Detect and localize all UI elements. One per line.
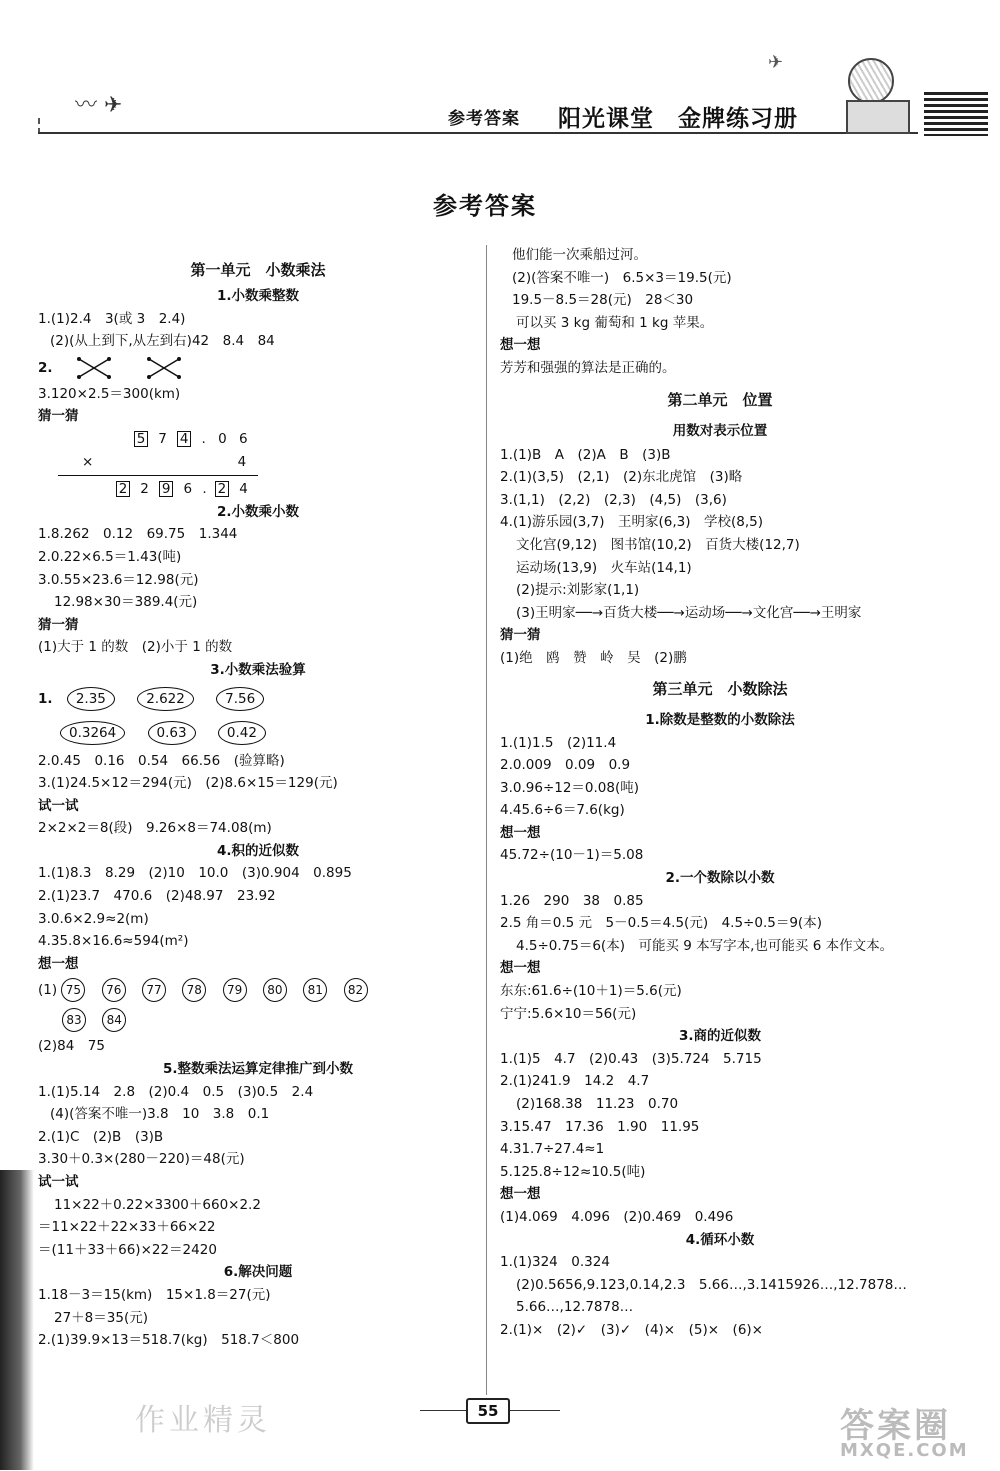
building-icon: [846, 100, 910, 134]
answer-line: 1.18－3＝15(km) 15×1.8＝27(元): [38, 1286, 271, 1303]
answer-line: 2.(1)23.7 470.6 (2)48.97 23.92: [38, 888, 276, 905]
answer-line: 3.15.47 17.36 1.90 11.95: [500, 1118, 700, 1135]
answer-line: 1.(1)5 4.7 (2)0.43 (3)5.724 5.715: [500, 1050, 762, 1067]
digit: 0: [218, 430, 227, 447]
answer-line: 3.0.6×2.9≈2(m): [38, 910, 149, 927]
answer-line: 1.(1)5.14 2.8 (2)0.4 0.5 (3)0.5 2.4: [38, 1083, 314, 1100]
puzzle-row: [38, 451, 478, 474]
page-number: 55: [466, 1398, 510, 1424]
answer-line: 19.5－8.5＝28(元) 28＜30: [512, 292, 694, 309]
answer-line: (2)0.5656,9.123,0.14,2.3 5.66…,3.1415926…,12.7878…: [516, 1276, 907, 1293]
bird-icon: ✈: [768, 52, 784, 73]
header-brand: 阳光课堂 金牌练习册: [558, 106, 798, 132]
answer-line: 4.5÷0.75＝6(本) 可能买 9 本写字本,也可能买 6 本作文本。: [516, 937, 894, 954]
watermark: MXQE.COM: [840, 1440, 969, 1461]
answer-line: (2)168.38 11.23 0.70: [516, 1096, 679, 1112]
answer-line: 2.(1)241.9 14.2 4.7: [500, 1073, 650, 1090]
circled-answer: 0.42: [218, 721, 266, 745]
answer-line: 2.(1)× (2)✓ (3)✓ (4)× (5)× (6)×: [500, 1321, 763, 1338]
section-heading: 3.小数乘法验算: [210, 661, 306, 678]
unit-heading: 第二单元 位置: [667, 390, 773, 409]
unit-heading: 第三单元 小数除法: [652, 679, 788, 698]
oval-row: [38, 716, 478, 750]
subheading: 试一试: [38, 797, 79, 814]
column-divider: [486, 245, 487, 1395]
answer-line: 2.0.45 0.16 0.54 66.56 (验算略): [38, 752, 285, 769]
puzzle-row: [38, 478, 478, 501]
subheading: 猜一猜: [38, 616, 79, 633]
unit-heading: 第一单元 小数乘法: [190, 261, 326, 279]
answer-prefix: (1): [38, 982, 58, 999]
answer-line: (1)4.069 4.096 (2)0.469 0.496: [500, 1208, 734, 1225]
section-heading: 1.小数乘整数: [216, 288, 300, 304]
subheading: 想一想: [500, 960, 541, 977]
answer-line: (2)(答案不唯一) 6.5×3＝19.5(元): [512, 269, 732, 286]
answer-line: 2.5 角＝0.5 元 5－0.5＝4.5(元) 4.5÷0.5＝9(本): [500, 915, 822, 932]
answer-line: 2.(1)(3,5) (2,1) (2)东北虎馆 (3)略: [500, 469, 743, 486]
circled-number: 83: [62, 1008, 86, 1032]
circled-answer: 7.56: [216, 687, 264, 711]
page-edge-shadow: [0, 1170, 34, 1470]
subheading: 想一想: [38, 955, 79, 972]
answer-line: 3.120×2.5＝300(km): [38, 385, 181, 402]
answer-line: ＝11×22＋22×33＋66×22: [38, 1219, 216, 1236]
section-heading: 5.整数乘法运算定律推广到小数: [162, 1061, 354, 1078]
circled-number: 76: [102, 978, 126, 1002]
answer-line: 1.(1)B A (2)A B (3)B: [500, 446, 671, 463]
circle-row: [38, 975, 478, 1005]
digit: 2: [140, 481, 149, 498]
circled-answer: 0.3264: [60, 721, 125, 745]
circled-answer: 0.63: [148, 721, 196, 745]
right-column: [500, 244, 940, 1342]
digit: 6: [183, 481, 193, 498]
answer-number: 1.: [38, 690, 53, 707]
answer-line: (2)(从上到下,从左到右)42 8.4 84: [50, 333, 275, 350]
header-label: 参考答案: [448, 109, 520, 129]
circled-number: 75: [61, 978, 85, 1002]
answer-line: (4)(答案不唯一)3.8 10 3.8 0.1: [50, 1106, 270, 1123]
answer-line: 3.0.55×23.6＝12.98(元): [38, 571, 199, 588]
matching-answer: [38, 353, 478, 383]
watermark: 作业精灵: [135, 1403, 271, 1438]
subheading: 想一想: [500, 337, 541, 354]
digit-box: 4: [177, 431, 191, 447]
digit: .: [202, 481, 207, 498]
cross-lines-icon: [65, 356, 215, 380]
digit-box: 9: [159, 481, 173, 497]
circled-number: 82: [344, 978, 368, 1002]
digit: 4: [239, 481, 248, 498]
answer-line: 11×22＋0.22×3300＋660×2.2: [54, 1196, 261, 1213]
answer-line: (1)绝 鸥 赞 岭 吴 (2)鹏: [500, 649, 687, 666]
answer-number: 2.: [38, 359, 53, 376]
globe-icon: [848, 58, 894, 104]
answer-line: 3.0.96÷12＝0.08(吨): [500, 779, 640, 796]
puzzle-rule: [58, 475, 258, 476]
answer-line: 他们能一次乘船过河。: [512, 247, 647, 263]
answer-line: 运动场(13,9) 火车站(14,1): [516, 559, 692, 576]
answer-line: 1.26 290 38 0.85: [500, 892, 644, 909]
answer-line: 2.(1)C (2)B (3)B: [38, 1128, 164, 1145]
answer-line: 5.125.8÷12≈10.5(吨): [500, 1163, 646, 1180]
digit: 4: [237, 453, 247, 470]
subheading: 猜一猜: [500, 627, 541, 644]
digit: .: [201, 430, 206, 447]
circled-number: 78: [182, 978, 206, 1002]
digit: 6: [238, 430, 248, 447]
section-heading: 用数对表示位置: [672, 422, 768, 439]
circled-answer: 2.622: [137, 687, 194, 711]
answer-line: 4.(1)游乐园(3,7) 王明家(6,3) 学校(8,5): [500, 514, 764, 531]
section-heading: 3.商的近似数: [678, 1028, 762, 1045]
oval-row: [38, 682, 478, 716]
section-heading: 2.小数乘小数: [216, 503, 300, 520]
answer-line: 27＋8＝35(元): [54, 1309, 148, 1326]
answer-line: 12.98×30＝389.4(元): [54, 594, 198, 611]
circled-answer: 2.35: [67, 687, 115, 711]
circled-number: 79: [223, 978, 247, 1002]
answer-line: 5.66…,12.7878…: [516, 1299, 634, 1316]
answer-line: 宁宁:5.6×10＝56(元): [500, 1005, 637, 1022]
section-heading: 1.除数是整数的小数除法: [645, 711, 795, 728]
circled-number: 84: [102, 1008, 126, 1032]
subheading: 猜一猜: [38, 408, 79, 425]
multiply-sign: ×: [82, 453, 94, 470]
answer-line: 2×2×2＝8(段) 9.26×8＝74.08(m): [38, 820, 272, 837]
answer-line: 2.(1)39.9×13＝518.7(kg) 518.7＜800: [38, 1332, 300, 1349]
answer-line: (3)王明家──→百货大楼──→运动场──→文化宫──→王明家: [516, 604, 862, 621]
answer-line: 芳芳和强强的算法是正确的。: [500, 359, 676, 376]
answer-line: 1.(1)324 0.324: [500, 1254, 610, 1271]
answer-line: 3.(1)24.5×12＝294(元) (2)8.6×15＝129(元): [38, 775, 338, 792]
circled-number: 77: [142, 978, 166, 1002]
header-stripes: [924, 92, 988, 136]
left-column: [38, 255, 478, 1352]
digit: 7: [158, 430, 167, 447]
answer-line: 4.35.8×16.6≈594(m²): [38, 933, 189, 950]
section-heading: 4.循环小数: [685, 1231, 755, 1248]
subheading: 想一想: [500, 824, 541, 841]
answer-line: 文化宫(9,12) 图书馆(10,2) 百货大楼(12,7): [516, 536, 800, 553]
section-heading: 4.积的近似数: [216, 842, 300, 859]
digit-box: 2: [116, 481, 130, 497]
page-title: 参考答案: [433, 192, 537, 220]
section-heading: 6.解决问题: [223, 1264, 293, 1281]
answer-line: (2)提示:刘影家(1,1): [516, 582, 640, 599]
answer-line: 东东:61.6÷(10＋1)＝5.6(元): [500, 983, 682, 1000]
birds-icon: 〰 ✈: [75, 93, 123, 118]
answer-line: 1.(1)2.4 3(或 3 2.4): [38, 310, 186, 327]
answer-line: 4.45.6÷6＝7.6(kg): [500, 802, 625, 819]
subheading: 试一试: [38, 1174, 79, 1190]
answer-line: 1.8.262 0.12 69.75 1.344: [38, 526, 238, 543]
answer-line: ＝(11＋33＋66)×22＝2420: [38, 1241, 217, 1258]
answer-line: (1)大于 1 的数 (2)小于 1 的数: [38, 639, 233, 656]
digit-box: 5: [134, 431, 148, 447]
answer-line: 可以买 3 kg 葡萄和 1 kg 苹果。: [516, 314, 714, 331]
digit-box: 2: [215, 481, 229, 497]
answer-line: 3.(1,1) (2,2) (2,3) (4,5) (3,6): [500, 491, 727, 508]
subheading: 想一想: [500, 1186, 541, 1203]
answer-line: 1.(1)8.3 8.29 (2)10 10.0 (3)0.904 0.895: [38, 865, 352, 882]
circle-row: [38, 1005, 478, 1035]
puzzle-row: [38, 428, 478, 451]
answer-line: 1.(1)1.5 (2)11.4: [500, 734, 617, 751]
answer-line: 45.72÷(10－1)＝5.08: [500, 847, 644, 864]
answer-line: 2.0.009 0.09 0.9: [500, 757, 631, 774]
circled-number: 81: [303, 978, 327, 1002]
answer-line: 4.31.7÷27.4≈1: [500, 1141, 605, 1158]
circled-number: 80: [263, 978, 287, 1002]
answer-line: 2.0.22×6.5＝1.43(吨): [38, 548, 182, 565]
answer-line: 3.30＋0.3×(280－220)＝48(元): [38, 1151, 245, 1168]
section-heading: 2.一个数除以小数: [665, 870, 775, 887]
watermark: 答案圈: [840, 1406, 951, 1446]
answer-line: (2)84 75: [38, 1038, 105, 1055]
